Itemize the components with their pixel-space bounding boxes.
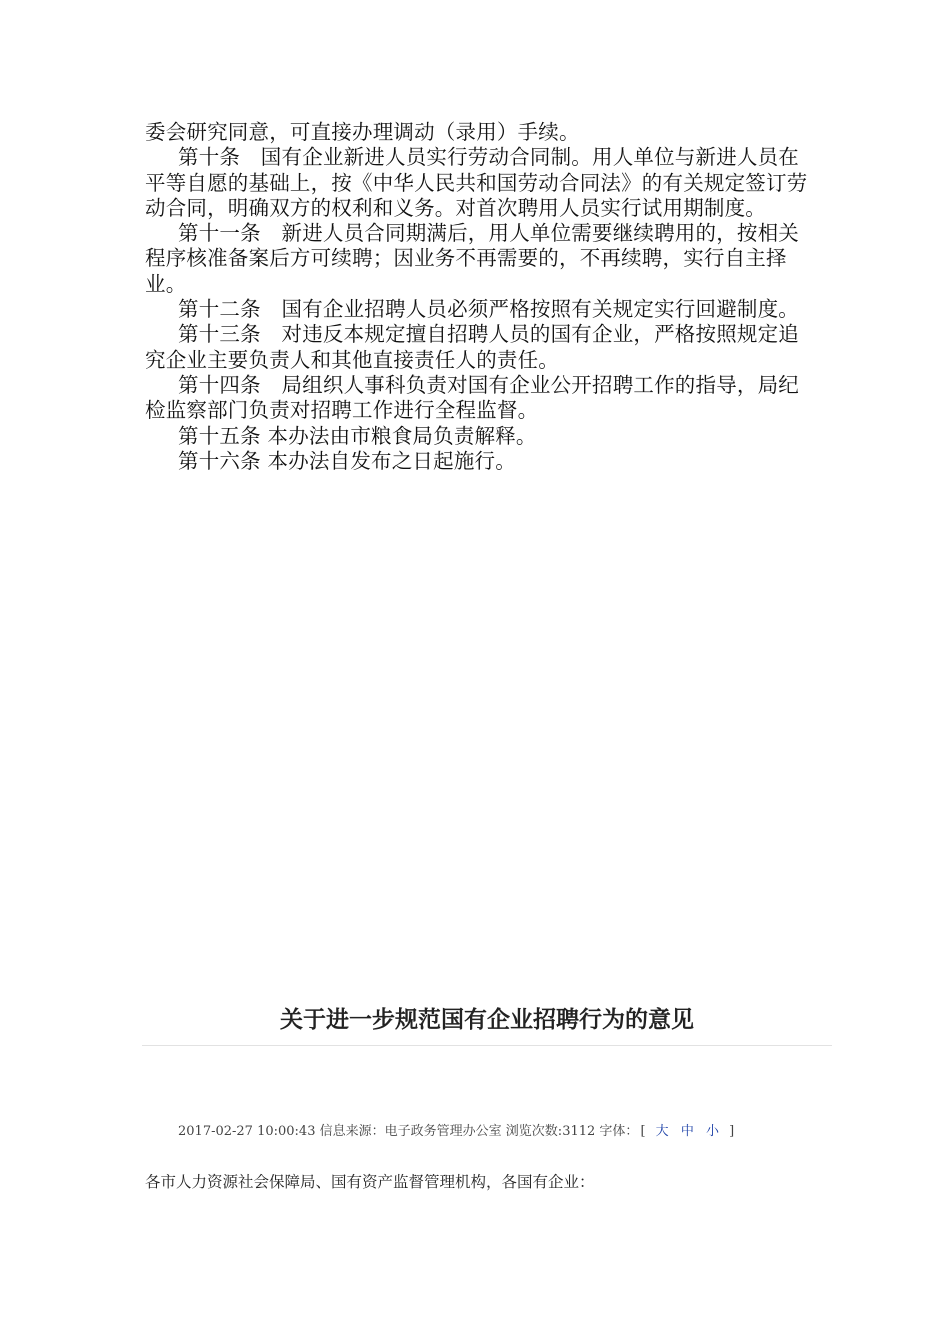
font-size-medium-link[interactable]: 中 [680,1124,694,1139]
notice-title: 关于进一步规范国有企业招聘行为的意见 [280,1007,694,1033]
title-divider [142,1045,832,1046]
font-size-label: 字体： [599,1124,639,1139]
article-clause-12: 第十二条 国有企业招聘人员必须严格按照有关规定实行回避制度。 [178,297,799,322]
article-clause-10: 第十条 国有企业新进人员实行劳动合同制。用人单位与新进人员在平等自愿的基础上，按《中华人民共和国劳动合同法》的有关规定签订劳动合同，明确双方的权利和义务。对首次聘用人员实行试用期制度。 [145,145,808,220]
article-clause-14: 第十四条 局组织人事科负责对国有企业公开招聘工作的指导，局纪检监察部门负责对招聘工作进行全程监督。 [145,372,799,423]
source-label: 信息来源： [319,1124,385,1139]
article-clause-15: 第十五条 本办法由市粮食局负责解释。 [178,423,537,448]
font-size-small-link[interactable]: 小 [705,1124,719,1139]
article-clause-11: 第十一条 新进人员合同期满后，用人单位需要继续聘用的，按相关程序核准备案后方可续聘；因业务不再需要的，不再续聘，实行自主择业。 [145,221,799,296]
article-body [145,120,810,474]
article-clause-13: 第十三条 对违反本规定擅自招聘人员的国有企业，严格按照规定追究企业主要负责人和其他直接责任人的责任。 [145,322,799,372]
views-count: 3112 [562,1124,596,1139]
source-value: 电子政务管理办公室 [384,1124,502,1139]
views-label: 浏览次数: [505,1124,563,1139]
notice-meta [178,1122,736,1142]
publish-datetime: 2017-02-27 10:00:43 [178,1124,316,1139]
bracket-open: [ [640,1124,646,1139]
article-paragraph: 委会研究同意，可直接办理调动（录用）手续。 [145,120,580,144]
font-size-large-link[interactable]: 大 [655,1124,669,1139]
bracket-close: ] [729,1124,735,1139]
salutation: 各市人力资源社会保障局、国有资产监督管理机构，各国有企业： [145,1173,595,1191]
article-clause-16: 第十六条 本办法自发布之日起施行。 [178,448,516,473]
